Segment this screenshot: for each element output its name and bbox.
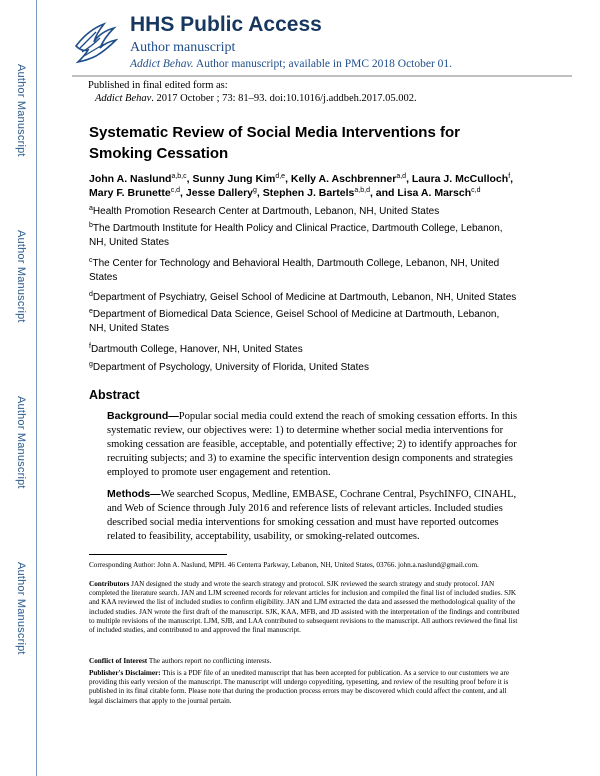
side-label-author-manuscript: Author Manuscript	[15, 230, 27, 323]
author-separator: ,	[256, 187, 263, 199]
author-manuscript-label: Author manuscript	[130, 40, 236, 55]
affiliation-item	[89, 291, 519, 305]
affiliation-item	[89, 205, 519, 219]
contributors-text: JAN designed the study and wrote the search strategy and protocol. SJK reviewed the search strategy and study protocol. JAN completed the literature search. JAN and LJM screened records for relevant articles for inclusion and compiled the final list of included studies. SJK and KAA reviewed the list of included studies to confirm eligibility. JAN and LJM extracted the data and assessed the methodological quality of the included studies. JAN wrote the first draft of the manuscript. SJK, KAA, MFB, and JD assisted with the interpretation of the findings and contributed to multiple revisions of the manuscript. LJM, SJB, and LAA contributed to subsequent revisions to the manuscript. All authors reviewed the final list of included studies, and contributed to and approved the final manuscript.	[89, 580, 520, 635]
author-affiliation-marker: a,b,c	[171, 173, 187, 180]
hhs-eagle-logo-icon	[74, 16, 118, 66]
author-name: Mary F. Brunette	[89, 187, 171, 199]
author-affiliation-marker: d,e	[275, 173, 286, 180]
author-list	[89, 172, 529, 200]
author-name: Jesse Dallery	[185, 187, 254, 199]
affiliation-marker: d	[89, 291, 93, 298]
publisher-disclaimer-note	[89, 669, 521, 706]
availability-text: Author manuscript; available in PMC 2018 October 01.	[193, 58, 453, 70]
paper-title: Systematic Review of Social Media Interventions for Smoking Cessation	[89, 124, 460, 162]
author-name: Kelly A. Aschbrenner	[290, 173, 397, 185]
affiliation-marker: c	[89, 257, 93, 264]
citation-line	[95, 93, 417, 104]
author-affiliation-marker: c,d	[471, 187, 481, 194]
author-affiliation-marker: a,d	[396, 173, 407, 180]
side-divider	[36, 0, 37, 776]
affiliation-text: The Center for Technology and Behavioral Health, Dartmouth College, Lebanon, NH, United States	[89, 258, 500, 283]
author-affiliation-marker: f	[508, 173, 511, 180]
affiliation-marker: e	[89, 308, 93, 315]
author-separator: ,	[180, 187, 186, 199]
author-affiliation-marker: c,d	[170, 187, 181, 194]
author-separator: ,	[186, 173, 193, 185]
header-divider	[72, 75, 572, 77]
conflict-text: The authors report no conflicting interests.	[147, 657, 272, 665]
side-label-author-manuscript: Author Manuscript	[15, 562, 27, 655]
author-separator: ,	[285, 173, 291, 185]
author-name: Lisa A. Marsch	[397, 187, 472, 199]
author-separator: ,	[406, 173, 412, 185]
author-affiliation-marker: g	[253, 187, 257, 194]
side-label-author-manuscript: Author Manuscript	[15, 396, 27, 489]
abstract-background	[107, 409, 521, 480]
affiliation-item	[89, 308, 519, 336]
affiliation-text: Department of Psychiatry, Geisel School of Medicine at Dartmouth, Lebanon, NH, United States	[92, 292, 517, 303]
author-name: Stephen J. Bartels	[262, 187, 355, 199]
affiliation-item	[89, 361, 519, 375]
contributors-note	[89, 580, 521, 635]
abstract-heading: Abstract	[89, 388, 140, 402]
contributors-label: Contributors	[89, 580, 130, 588]
author-separator: ,	[510, 173, 514, 185]
conflict-of-interest-note	[89, 657, 521, 666]
affiliation-marker: a	[89, 205, 93, 212]
citation-journal: Addict Behav	[95, 93, 152, 104]
author-name: John A. Naslund	[89, 173, 172, 185]
affiliation-item	[89, 222, 519, 250]
affiliation-item	[89, 257, 519, 285]
side-label-author-manuscript: Author Manuscript	[15, 64, 27, 157]
citation-details: . 2017 October ; 73: 81–93. doi:10.1016/j.addbeh.2017.05.002.	[151, 93, 417, 104]
author-separator: , and	[369, 187, 398, 199]
corresponding-author-note: Corresponding Author: John A. Naslund, MPH. 46 Centerra Parkway, Lebanon, NH, United States, 03766. john.a.naslund@gmail.com.	[89, 561, 479, 569]
availability-line	[130, 58, 452, 70]
abstract-methods	[107, 487, 521, 544]
hhs-public-access-title: HHS Public Access	[130, 13, 322, 36]
background-text: Popular social media could extend the reach of smoking cessation efforts. In this systematic review, our objectives were: 1) to determine whether social media interventions for smoking cessation are feasible, acceptable, and potentially effective; 2) to identify approaches for recruiting subjects; and 3) to examine the specific intervention design components and strategies employed to promote user engagement and retention.	[107, 411, 518, 478]
affiliation-item	[89, 343, 519, 357]
methods-label: Methods—	[107, 488, 161, 500]
footnote-divider	[89, 554, 227, 555]
published-in-label: Published in final edited form as:	[88, 80, 228, 91]
disclaimer-label: Publisher's Disclaimer:	[89, 669, 161, 677]
disclaimer-text: This is a PDF file of an unedited manuscript that has been accepted for publication. As a service to our customers we are providing this early version of the manuscript. The manuscript will undergo copyediting, typesetting, and review of the resulting proof before it is published in its final citable form. Please note that during the production process errors may be discovered which could affect the content, and all legal disclaimers that apply to the journal pertain.	[89, 669, 510, 705]
affiliation-text: Department of Psychology, University of Florida, United States	[92, 362, 369, 373]
affiliation-text: The Dartmouth Institute for Health Policy and Clinical Practice, Dartmouth College, Lebanon, NH, United States	[89, 223, 503, 248]
conflict-label: Conflict of Interest	[89, 657, 148, 665]
author-affiliation-marker: a,b,d	[354, 187, 370, 194]
affiliation-marker: f	[89, 343, 91, 350]
affiliation-text: Health Promotion Research Center at Dartmouth, Lebanon, NH, United States	[92, 206, 440, 217]
background-label: Background—	[107, 410, 179, 422]
author-name: Sunny Jung Kim	[192, 173, 276, 185]
author-name: Laura J. McCulloch	[411, 173, 509, 185]
availability-journal: Addict Behav.	[130, 58, 194, 70]
methods-text: We searched Scopus, Medline, EMBASE, Cochrane Central, PsychINFO, CINAHL, and Web of Science through July 2016 and reference lists of relevant articles. Included studies described social media interventions for smoking cessation and must have reported outcomes related to feasibility, acceptability, usability, or smoking-related outcomes.	[107, 489, 517, 542]
affiliation-marker: g	[89, 361, 93, 368]
affiliation-text: Dartmouth College, Hanover, NH, United States	[90, 344, 303, 355]
affiliation-text: Department of Biomedical Data Science, Geisel School of Medicine at Dartmouth, Lebanon, NH, United States	[89, 309, 500, 334]
affiliation-marker: b	[89, 222, 93, 229]
